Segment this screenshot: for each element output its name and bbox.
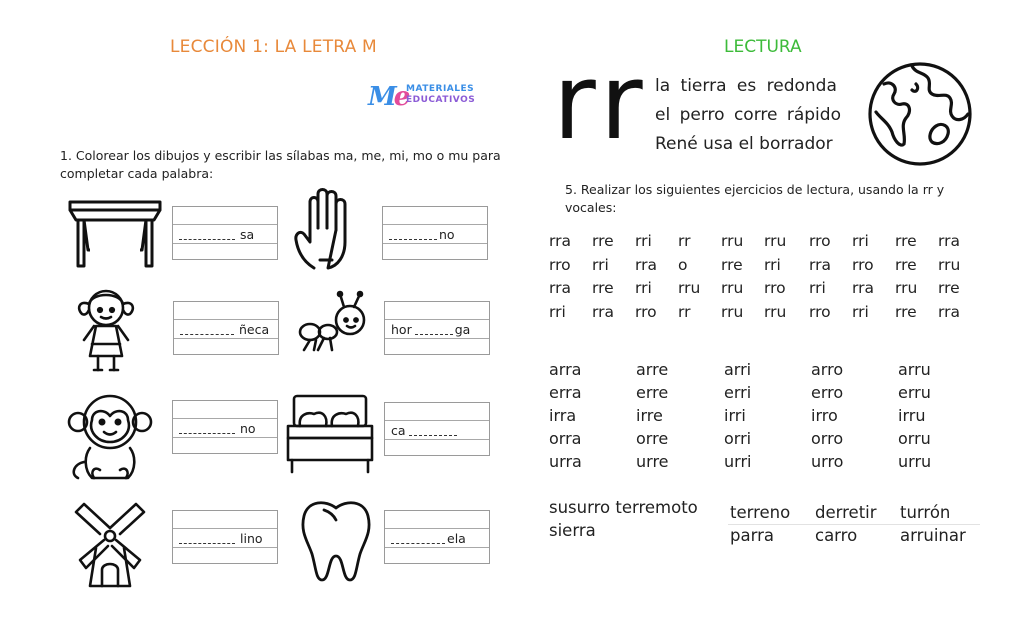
syllable: rru bbox=[938, 255, 961, 274]
suffix-text: ñeca bbox=[239, 322, 270, 337]
sentence: la tierra es redonda bbox=[655, 76, 837, 96]
logo-line-1: MATERIALES bbox=[406, 84, 475, 94]
syllable: rro bbox=[635, 302, 657, 321]
tooth-icon bbox=[298, 498, 374, 584]
syllable: rri bbox=[592, 255, 609, 274]
prefix-text: ca bbox=[391, 423, 406, 438]
syllable: rra bbox=[549, 279, 571, 297]
word-list-left-line-2: sierra bbox=[549, 521, 596, 540]
syllable: rr bbox=[678, 232, 691, 250]
combo-syllable: orru bbox=[898, 429, 931, 448]
syllable: rra bbox=[938, 232, 960, 250]
reading-sentences bbox=[655, 72, 841, 159]
answer-box-ant[interactable] bbox=[384, 301, 490, 355]
combo-syllable: orro bbox=[811, 429, 844, 448]
syllable: rru bbox=[678, 279, 701, 297]
ant-icon bbox=[296, 290, 376, 356]
combo-syllable: arre bbox=[636, 360, 669, 379]
word: carro bbox=[815, 526, 858, 545]
combo-syllable: irre bbox=[636, 406, 663, 425]
syllable: rra bbox=[809, 255, 831, 274]
suffix-text: no bbox=[240, 421, 256, 436]
combo-syllable: orre bbox=[636, 429, 669, 448]
hand-icon bbox=[292, 186, 362, 272]
combo-syllable: arro bbox=[811, 360, 844, 379]
answer-box-doll[interactable] bbox=[173, 301, 279, 355]
sentence: el perro corre rápido bbox=[655, 105, 841, 125]
suffix-text: ga bbox=[454, 322, 471, 337]
word: arruinar bbox=[900, 526, 966, 545]
combo-syllable: urru bbox=[898, 452, 932, 471]
syllable: rru bbox=[895, 279, 918, 297]
combo-syllable: erra bbox=[549, 383, 582, 402]
prefix-text: hor bbox=[391, 322, 412, 337]
combo-syllable: arra bbox=[549, 360, 582, 379]
combo-syllable: urra bbox=[549, 452, 582, 471]
syllable: rre bbox=[592, 232, 614, 250]
word: terreno bbox=[730, 503, 791, 522]
combo-syllable: urre bbox=[636, 452, 669, 471]
word: derretir bbox=[815, 503, 877, 522]
word: turrón bbox=[900, 503, 951, 522]
syllable: rri bbox=[852, 302, 869, 321]
syllable: rro bbox=[549, 255, 571, 274]
syllable: rra bbox=[938, 302, 960, 321]
syllable: rro bbox=[852, 255, 874, 274]
suffix-text: ela bbox=[447, 531, 466, 546]
syllable: rre bbox=[895, 232, 917, 250]
syllable: rre bbox=[938, 279, 960, 297]
syllable: rru bbox=[721, 232, 744, 250]
suffix-text: no bbox=[439, 227, 455, 242]
answer-box-hand[interactable] bbox=[382, 206, 488, 260]
suffix-text: sa bbox=[240, 227, 255, 242]
combo-syllable: erru bbox=[898, 383, 931, 402]
combo-syllable: irru bbox=[898, 406, 926, 425]
globe-icon bbox=[866, 60, 974, 168]
answer-box-bed[interactable] bbox=[384, 402, 490, 456]
combo-syllable: arru bbox=[898, 360, 931, 379]
answer-box-table[interactable] bbox=[172, 206, 278, 260]
combo-syllable: orri bbox=[724, 429, 752, 448]
syllable: rru bbox=[721, 302, 744, 321]
lesson-title: LECCIÓN 1: LA LETRA M bbox=[170, 37, 377, 57]
syllable: rra bbox=[635, 255, 657, 274]
combo-syllable: arri bbox=[724, 360, 752, 379]
bed-icon bbox=[284, 392, 376, 474]
syllable: rru bbox=[764, 302, 787, 321]
syllable: rru bbox=[721, 279, 744, 297]
big-letters: rr bbox=[553, 41, 649, 163]
syllable: rri bbox=[635, 232, 652, 250]
reading-title: LECTURA bbox=[724, 37, 802, 57]
combo-syllable: urri bbox=[724, 452, 752, 471]
word: parra bbox=[730, 526, 774, 545]
syllable: rri bbox=[809, 279, 826, 297]
syllable: rra bbox=[592, 302, 614, 321]
monkey-icon bbox=[64, 392, 156, 484]
exercise-1-instruction: 1. Colorear los dibujos y escribir las sílabas ma, me, mi, mo o mu para completar cada palabra: bbox=[60, 148, 501, 181]
doll-icon bbox=[70, 284, 142, 376]
syllable: rra bbox=[852, 279, 874, 297]
syllable: rro bbox=[809, 302, 831, 321]
syllable: rre bbox=[592, 279, 614, 297]
syllable: rro bbox=[809, 232, 831, 250]
word-list-left-line-1: susurro terremoto bbox=[549, 498, 698, 517]
suffix-text: lino bbox=[240, 531, 263, 546]
combo-syllable: irra bbox=[549, 406, 577, 425]
combo-syllable: irro bbox=[811, 406, 838, 425]
syllable: rri bbox=[549, 302, 566, 321]
combo-syllable: urro bbox=[811, 452, 844, 471]
table-icon bbox=[66, 198, 164, 270]
logo-mark: Me bbox=[368, 82, 408, 112]
syllable: rri bbox=[635, 279, 652, 297]
exercise-5-instruction: 5. Realizar los siguientes ejercicios de lectura, usando la rr y vocales: bbox=[565, 182, 945, 215]
answer-box-monkey[interactable] bbox=[172, 400, 278, 454]
combo-syllable: irri bbox=[724, 406, 746, 425]
windmill-icon bbox=[70, 498, 150, 590]
syllable: rro bbox=[764, 279, 786, 297]
syllable: rru bbox=[764, 232, 787, 250]
syllable: rre bbox=[721, 255, 743, 274]
logo-line-2: EDUCATIVOS bbox=[406, 95, 476, 105]
combo-syllable: erri bbox=[724, 383, 752, 402]
answer-box-tooth[interactable] bbox=[384, 510, 490, 564]
syllable: rri bbox=[764, 255, 781, 274]
syllable: rre bbox=[895, 255, 917, 274]
sentence: René usa el borrador bbox=[655, 134, 833, 154]
syllable: rr bbox=[678, 302, 691, 321]
syllable: rre bbox=[895, 302, 917, 321]
combo-syllable: erre bbox=[636, 383, 669, 402]
combo-syllable: orra bbox=[549, 429, 582, 448]
divider bbox=[728, 524, 980, 525]
answer-box-windmill[interactable] bbox=[172, 510, 278, 564]
combo-syllable: erro bbox=[811, 383, 844, 402]
syllable: rri bbox=[852, 232, 869, 250]
syllable: rra bbox=[549, 232, 571, 250]
syllable: o bbox=[678, 255, 688, 274]
